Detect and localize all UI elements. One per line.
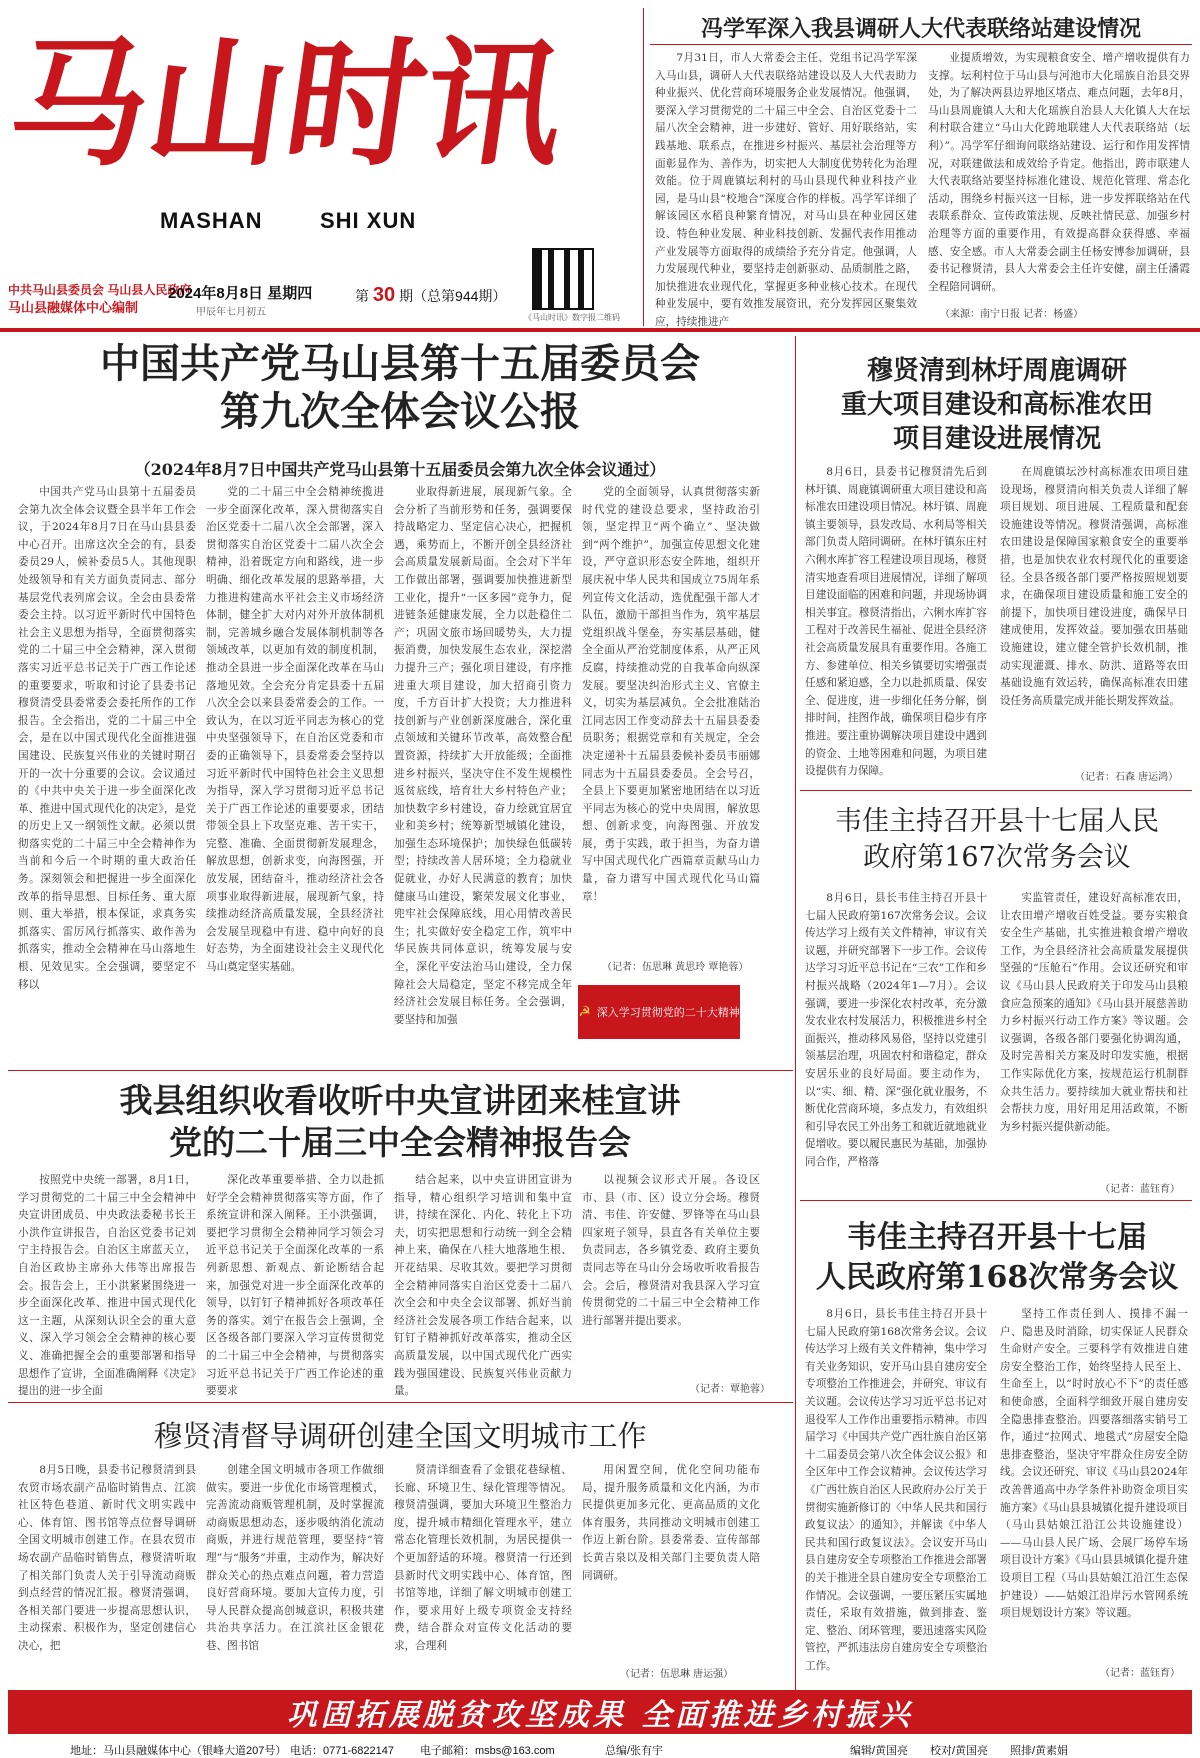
footer-address: 地址：马山县融媒体中心（银峰大道207号） xyxy=(70,1745,287,1757)
bottom-left-col3: 贤清详细查看了金银花巷绿植、长廊、环境卫生、绿化管理等情况。穆贤清强调，要加大环境卫生整治力度，提升城市精细化管理水平，建立常态化管理长效机制，为居民提供一个更加舒适的环境。穆贤清一行还到县新时代文明实践中心、体育馆，图书馆等地，详细了解文明城市创建工作，要求用好上级专项资金支持经费，结合群众对宣传文化活动的要求，合理利 xyxy=(394,1464,572,1652)
org-info xyxy=(8,282,191,316)
bottom-left-col2: 创建全国文明城市各项工作做细做实。要进一步优化市场管理模式，完善流动商贩管理机制，及时掌握流动商贩思想动态，逐步吸纳消化流动商贩，并进行规范管理，要坚持“管理”与“服务”并重，主动作为，解决好群众关心的热点难点问题，着力营造良好营商环境。要加大宣传力度，引导人民群众提高创城意识，积极共建共治共享活力。在江滨社区金银花巷、图书馆 xyxy=(206,1464,384,1652)
footer-proofreader: 校对/黄国亮 xyxy=(930,1745,989,1757)
issue-number: 第 30 期（总第944期） xyxy=(355,284,507,306)
section-rule-4 xyxy=(8,1402,793,1403)
footer-chief-editor: 总编/张有宇 xyxy=(605,1745,664,1757)
footer-phone: 电话：0771-6822147 xyxy=(290,1745,394,1757)
mid-col3: 结合起来，以中央宣讲团宣讲为指导，精心组织学习培训和集中宣讲，持续在深化、内化、转化上下功夫，切实把思想和行动统一到全会精神上来，确保在八桂大地落地生根、开花结果、尽收其效。要把学习贯彻全会精神同落实自治区党委十二届八次全会和中央全会议部署、抓好当前经济社会发展各项工作结合起来，以钉钉子精神抓好改革落实，推动全区高质量发展，以中国式现代化广西实践为强国建设、民族复兴伟业贡献力量。 xyxy=(394,1174,572,1398)
right4-headline: 韦佳主持召开县十七届 人民政府第168次常务会议 xyxy=(815,1220,1179,1295)
bottom-left-headline: 穆贤清督导调研创建全国文明城市工作 xyxy=(153,1419,647,1453)
right2-col1: 8月6日，县委书记穆贤清先后到林圩镇、周鹿镇调研重大项目建设和高标准农田建设项目情况。林圩镇、周鹿镇主要领导，县发改局、水利局等相关部门负责人陪同调研。在林圩镇东庄村六俐水库扩容工程建设项目现场，穆贤清实地查看项目进展情况，详细了解项目建设面临的困难和问题，并现场协调相关事宜。穆贤清指出，六俐水库扩容工程对于改善民生福祉、促进全县经济社会高质量发展具有重要作用。各施工方、参建单位、相关乡镇要切实增强责任感和紧迫感，全力以赴抓质量、保安全、促进度，进一步细化任务分解，倒排时间，挂图作战，确保项目稳步有序推进。要注重协调解决项目建设中遇到的资金、土地等困难和问题，为项目建设提供有力保障。 xyxy=(805,466,987,778)
lead-col1: 中国共产党马山县第十五届委员会第九次全体会议暨全县半年工作会议，于2024年8月7日在马山县县委中心召开。出席这次全会的有，县委委员29人，候补委员5人。其他现职处级领导和有关方面负责同志、部分基层党代表列席会议。全会由县委常委会主持。以习近平新时代中国特色社会主义思想为指导，全面贯彻落实党的二十届三中全会精神，深入贯彻落实习近平总书记关于广西工作论述的重要要求，听取和讨论了县委书记穆贤清受县委常委会委托所作的工作报告。全会指出，党的二十届三中全会，是在以中国式现代化全面推进强国建设、民族复兴伟业的关键时期召开的一次十分重要的会议。会议通过的《中共中央关于进一步全面深化改革、推进中国式现代化的决定》，是党的历史上又一纲领性文献。必须以贯彻落实党的二十届三中全会精神作为当前和今后一个时期的重大政治任务。深刻领会和把握进一步全面深化改革的指导思想、目标任务、重大原则、重大举措，根本保证，求真务实抓落实、雷厉风行抓落实、敢作善为抓落实，推动全会精神在马山落地生根、见效见实。全会强调，要坚定不移以 xyxy=(18,486,196,991)
pinyin-left: MASHAN xyxy=(160,208,263,233)
mid-col1: 按照党中央统一部署，8月1日，学习贯彻党的二十届三中全会精神中央宣讲团成员、中央政法委秘书长王小洪作宣讲报告，自治区党委书记刘宁主持报告会。自治区主席蓝天立，自治区政协主席孙大伟等出席报告会。报告会上，王小洪紧紧围绕进一步全面深化改革、推进中国式现代化这一主题，从深刻认识全会的重大意义、深入学习领会全会精神的核心要义、准确把握全会的重要部署和指导思想作了宣讲，全面准确阐释《决定》提出的进一步全面 xyxy=(18,1174,196,1398)
top-right-headline: 冯学军深入我县调研人大代表联络站建设情况 xyxy=(700,16,1141,42)
right3-col1: 8月6日，县长韦佳主持召开县十七届人民政府第167次常务会议。会议传达学习上级有关文件精神，审议有关议题，并研究部署下一步工作。会议传达学习习近平总书记在“三农”工作和乡村振兴战略（2024年1—7月）。会议强调，要进一步深化农村改革，充分激发农业农村发展活力，积极推进乡村全面振兴，推动移风易俗，坚持以党建引领基层治理，巩固农村和谐稳定，群众安居乐业的良好局面。要主动作为，以“实、细、精、深”强化就业服务，不断优化营商环境，多点发力，有效组织和引导农民工外出务工和就近就地就业促增收。要以履民惠民为基础，加强协同合作，严格落 xyxy=(805,892,987,1168)
right2-col2: 在周鹿镇坛沙村高标准农田项目建设现场，穆贤清向相关负责人详细了解项目规划、项目进展、工程质量和配套设施建设等情况。穆贤清强调，高标准农田建设是保障国家粮食安全的重要举措，也是加快农业农村现代化的重要途径。全县各级各部门要严格按照规划要求，在确保项目建设质量和施工安全的前提下，加快项目建设进度，确保早日建成使用，发挥效益。要加强农田基础设施建设，建立健全管护长效机制，推动实现灌溉、排水、防洪、道路等农田基础设施有效运转，确保高标准农田建设任务高质量完成并能长期发挥效益。 xyxy=(1000,466,1188,707)
right4-col1: 8月6日，县长韦佳主持召开县十七届人民政府第168次常务会议。会议传达学习上级有关文件精神，集中学习有关业务知识，安开马山县自建房安全专项整治工作推进会，并研究、审议有关议题。会议传达学习习近平总书记对退役军人工作作出重要指示精神。市四届学习《中国共产党广西壮族自治区第十二届委员会第八次全体会议公报》和全区年中工作会议精神。会议传达学习《广西壮族自治区人民政府办公厅关于贯彻实施新修订的〈中华人民共和国行政复议法〉的通知》，并解读《中华人民共和国行政复议法》。会议安开马山县自建房安全专项整治工作推进会部署的关于推进全县自建房安全专项整治工作情况。会议强调，一要压紧压实属地责任，采取有效措施，做到排查、鉴定、整治、闭环管理，要迅速落实风险管控，严抓违法房自建房安全专项整治工作。 xyxy=(805,1308,987,1672)
mid-col2: 深化改革重要举措、全力以赴抓好学全会精神贯彻落实等方面，作了系统宣讲和深入阐释。王小洪强调，要把学习贯彻全会精神同学习领会习近平总书记关于全面深化改革的一系列新思想、新观点、新论断结合起来，加强党对进一步全面深化改革的领导，以钉钉子精神抓好各项改革任务的落实。刘宁在报告会上强调，全区各级各部门要深入学习宣传贯彻党的二十届三中全会精神，与贯彻落实习近平总书记关于广西工作论述的重要要求 xyxy=(206,1174,384,1398)
lead-col3: 业取得新进展，展现新气象。全会分析了当前形势和任务，强调要保持战略定力、坚定信心决心，把握机遇，乘势而上，不断开创全县经济社会高质量发展新局面。全会对下半年工作做出部署，强调要加快推进新型工业化，提升“一区多园”竞争力，促进链条延健康发展，全力以赴稳住二产；巩固文旅市场回暖势头，大力提振消费，加快发展生态农业，深挖潜力提升三产；强化项目建设，有序推进重大项目建设，加大招商引资力度，千方百计扩大投资；大力推进科技创新与产业创新深度融合，深化重点领域和关键环节改革，高效整合配置资源，持续扩大开放能级；全面推进乡村振兴，坚决守住不发生规模性返贫底线，培育壮大乡村特色产业；加快数字乡村建设，奋力绘就宜居宜业和美乡村；统筹新型城镇化建设，加强生态环境保护；加快绿色低碳转型；持续改善人居环境；全力稳就业促就业，办好人民满意的教育；加快健康马山建设，繁荣发展文化事业，兜牢社会保障底线，用心用情改善民生；扎实做好安全稳定工作，筑牢中华民族共同体意识，统筹发展与安全，深化平安法治马山建设，全力保障社会大局稳定，坚定不移完成全年经济社会发展目标任务。全会强调，要坚持和加强 xyxy=(394,486,572,1026)
footer-editor: 编辑/黄国亮 xyxy=(850,1745,909,1757)
pinyin-right: SHI XUN xyxy=(320,208,417,233)
top-right-byline: （来源：南宁日报 记者：杨盛） xyxy=(940,309,1084,320)
issue-number-value: 30 xyxy=(372,284,396,306)
lead-col4: 党的全面领导，认真贯彻落实新时代党的建设总要求，坚持政治引领，坚定捍卫“两个确立”、坚决做到“两个维护”，加强宣传思想文化建设，严守意识形态安全阵地，组织开展庆祝中华人民共和国成立75周年系列宣传文化活动，选优配强干部人才队伍，激励干部担当作为，筑牢基层党组织战斗堡垒，夯实基层基础，健全全面从严治党制度体系，从严正风反腐，持续推动党的自我革命向纵深发展。要坚决纠治形式主义、官僚主义，切实为基层减负。全会批准陆治江同志因工作变动辞去十五届县委委员职务；根据党章和有关规定，全会决定递补十五届县委候补委员韦丽娜同志为十五届县委委员。全会号召，全县上下要更加紧密地团结在以习近平同志为核心的党中央周围，解放思想、创新求变，向海图强、开放发展，勇于实践，敢于担当，为奋力谱写中国式现代化广西篇章贡献马山力量，奋力谱写中国式现代化马山篇章！ xyxy=(582,486,760,903)
lead-headline: 中国共产党马山县第十五届委员会 第九次全体会议公报 xyxy=(100,340,700,435)
footer-email[interactable]: 电子邮箱：msbs@163.com xyxy=(420,1745,555,1757)
footer-layout: 照排/黄素娟 xyxy=(1010,1745,1069,1757)
right3-col2: 实监管责任，建设好高标准农田，让农田增产增收百姓受益。要夯实粮食安全生产基础，扎实推进粮食增产增收工作，为全县经济社会高质量发展提供坚强的“压舱石”作用。会议还研究和审议《马山县人民政府关于印发马山县粮食应急预案的通知》《马山县开展慈善助力乡村振兴行动工作方案》等议题。会议强调，各级各部门要强化协调沟通，及时完善相关方案及时印发实施，根据工作实际优化方案，按规范运行机制群众共生活力。要持续加大就业帮扶和社会帮扶力度，用好用足用活政策，不断为乡村振兴提供新动能。 xyxy=(1000,892,1188,1133)
section-rule xyxy=(800,790,1192,791)
slogan-banner: 巩固拓展脱贫攻坚成果 全面推进乡村振兴 xyxy=(8,1690,1192,1734)
column-divider-right xyxy=(795,336,796,1690)
party-emblem-icon: ☭ xyxy=(578,1004,591,1020)
masthead-logo xyxy=(0,12,575,187)
org-line1: 中共马山县委员会 马山县人民政府 xyxy=(8,283,192,297)
campaign-badge: ☭ 深入学习贯彻党的二十大精神 xyxy=(578,985,740,1039)
lunar-date: 甲辰年七月初五 xyxy=(196,307,266,318)
mid-col4: 以视频会议形式开展。各设区市、县（市、区）设立分会场。穆贤清、韦佳、许安健、罗锋等在马山县四家班子领导，县直各有关单位主要负责同志，各乡镇党委、政府主要负责同志等在马山分会场收听收看报告会。会后，穆贤清对我县深入学习宣传贯彻党的二十届三中全会精神工作进行部署并提出要求。 xyxy=(582,1174,760,1327)
masthead-title: 马山时讯 xyxy=(0,22,575,185)
org-line2: 马山县融媒体中心编制 xyxy=(8,300,139,315)
right3-headline: 韦佳主持召开县十七届人民 政府第167次常务会议 xyxy=(835,806,1159,873)
qr-caption: 《马山时讯》数字报二维码 xyxy=(524,313,620,322)
mid-headline: 我县组织收看收听中央宣讲团来桂宣讲 党的二十届三中全会精神报告会 xyxy=(119,1081,681,1162)
qr-code[interactable] xyxy=(532,248,594,310)
bottom-left-col4: 用闲置空间，优化空间功能布局，提升服务质量和文化内涵，为市民提供更加多元化、更高品质的文化体育服务，共同推动文明城市创建工作迈上新台阶。县委常委、宣传部部长黄吉泉以及相关部门主要负责人陪同调研。 xyxy=(582,1464,760,1582)
mid-byline: （记者：覃艳蓉） xyxy=(690,1384,770,1395)
bottom-left-col1: 8月5日晚，县委书记穆贤清到县农贸市场农副产品临时销售点、江滨社区特色巷道、新时代文明实践中心、体育馆、图书馆等点位督导调研全国文明城市创建工作。在县农贸市场农副产品临时销售点，穆贤清听取了相关部门负责人关于引导流动商贩到点经营的情况汇报。穆贤清强调，各相关部门要进一步提高思想认识，主动探索、积极作为，坚定创建信心决心，把 xyxy=(18,1464,196,1652)
bottom-left-byline: （记者：伍思琳 唐运强） xyxy=(620,1669,734,1680)
section-rule-3 xyxy=(8,1070,793,1071)
masthead-rule xyxy=(0,328,1200,332)
right2-headline: 穆贤清到林圩周鹿调研 重大项目建设和高标准农田 项目建设进展情况 xyxy=(840,356,1153,454)
top-right-col2: 业提质增效，为实现粮食安全、增产增收提供有力支撑。坛利村位于马山县与河池市大化瑶族自治县交界处，为了解决两县边界地区堵点、难点问题，去年8月，马山县周鹿镇人大和大化瑶族自治县人大化镇人大在坛利村联合建立“马山大化跨地联建人大代表联络站（坛利）”。冯学军仔细询问联络站建设、运行和作用发挥情况，对联建做法和成效给予肯定。他指出，跨市联建人大代表联络站要坚持标准化建设、规范化管理、常态化活动，围绕乡村振兴这一目标，进一步发挥联络站在代表联系群众、宣传政策法规、反映社情民意、加强乡村治理等方面的重要作用，有效提高群众获得感、幸福感、安全感。市人大常委会副主任杨安博参加调研，县委书记穆贤清，县人大常委会主任许安健，副主任潘霞全程陪同调研。 xyxy=(928,52,1190,293)
lead-col2: 党的二十届三中全会精神统揽进一步全面深化改革，深入贯彻落实自治区党委十二届八次全会部署，深入贯彻落实自治区党委十二届八次全会精神，沿着既定方向和路线，进一步明确、细化改革发展的思路举措，大力推进构建高水平社会主义市场经济体制，健全扩大对内对外开放体制机制，完善城乡融合发展体制机制等各领域改革，以更加有效的制度机制，推动全县进一步全面深化改革在马山落地见效。全会充分肯定县委十五届八次全会以来县委常委会的工作。一致认为，在以习近平同志为核心的党中央坚强领导下，在自治区党委和市委的正确领导下，县委常委会坚持以习近平新时代中国特色社会主义思想为指导，深入学习贯彻习近平总书记关于广西工作论述的重要要求，团结带领全县上下攻坚克难、苦干实干，完整、准确、全面贯彻新发展理念，解放思想，创新求变，向海图强，开放发展，团结奋斗，推动经济社会各项事业取得新进展，展现新气象，持续推动经济高质量发展，全县经济社会发展呈现稳中有进、稳中向好的良好态势，为全面建设社会主义现代化马山奠定坚实基础。 xyxy=(206,486,384,974)
column-divider xyxy=(643,8,644,326)
section-rule-2 xyxy=(800,1200,1192,1201)
issue-date: 2024年8月8日 星期四 xyxy=(168,285,313,302)
headline-rule xyxy=(650,44,1192,45)
right3-byline: （记者：蓝钰育） xyxy=(1100,1184,1180,1195)
top-right-col1: 7月31日，市人大常委会主任、党组书记冯学军深入马山县，调研人大代表联络站建设以及人大代表助力种业振兴、优化营商环境服务企业发展情况。他强调，要深入学习贯彻党的二十届三中全会、自治区党委十二届八次全会精神，进一步建好、管好、用好联络站，实践基地、联系点，在推进乡村振兴、基层社会治理等方面彰显作为、善作为，切实把人大制度优势转化为治理效能。位于周鹿镇坛利村的马山县现代种业科技产业园，是马山县“校地合”深度合作的样板。冯学军详细了解该园区水稻良种繁育情况，对马山县在种业园区建设、特色种业发展、种业科技创新、发掘代表作用推动产业发展等方面取得的成绩给予充分肯定。他强调，人力发展现代种业，要坚持走创新驱动、品质制胜之路，加快推进农业现代化，掌握更多种业核心技术。在现代种业发展中，要有效推发展资讯，充分发挥园区聚集效应，持续推进产 xyxy=(655,52,917,328)
lead-subhead: （2024年8月7日中国共产党马山县第十五届委员会第九次全体会议通过） xyxy=(134,460,666,479)
lead-byline: （记者：伍思琳 黄思玲 覃艳蓉） xyxy=(602,962,749,973)
right2-byline: （记者：石森 唐运鸿） xyxy=(1075,772,1179,783)
right4-byline: （记者：蓝钰育） xyxy=(1100,1668,1180,1679)
right4-col2: 坚持工作责任到人、摸排不漏一户、隐患及时消除，切实保证人民群众生命财产安全。三要科学有效推进自建房安全整治工作，始终坚持人民至上、生命至上，以“时时放心不下”的责任感和使命感，全面科学细致开展自建房安全隐患排查整治。四要落细落实销号工作，通过“拉网式、地毯式”房屋安全隐患排查整治，坚决守牢群众住房安全防线。会议还研究、审议《马山县2024年改善普通高中办学条件补助资金项目实施方案》《马山县县城镇化提升建设项目（马山县姑娘江沿江公共设施建设）——马山县人民广场、会展厂场停车场项目设计方案》《马山县县城镇化提升建设项目工程（马山县姑娘江沿江生态保护建设）——姑娘江沿岸污水管网系统项目规划设计方案》等议题。 xyxy=(1000,1308,1188,1620)
